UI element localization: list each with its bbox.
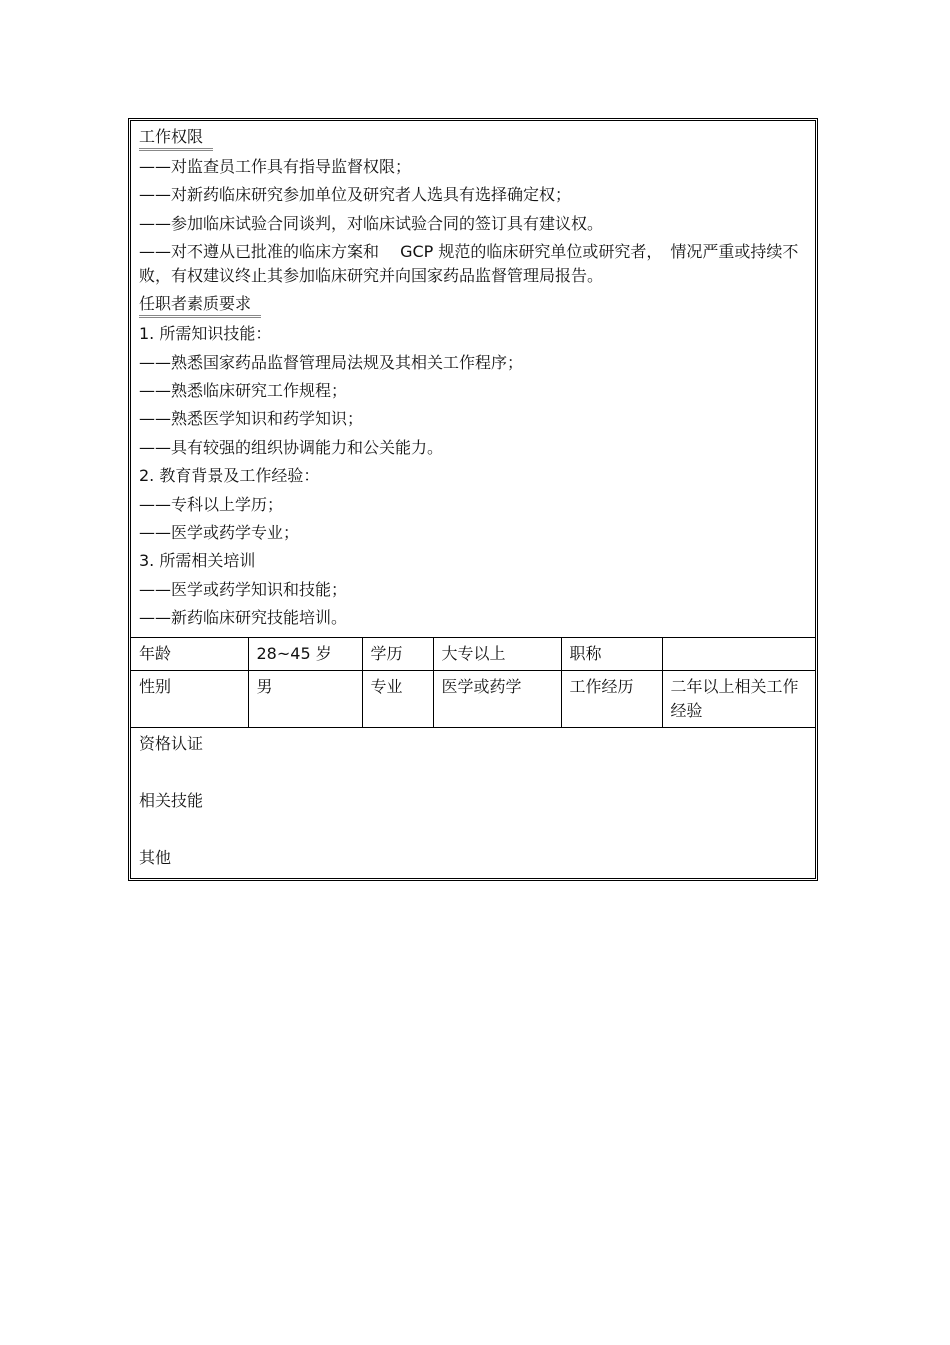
job-text-section — [131, 121, 815, 637]
authority-item: ——对新药临床研究参加单位及研究者人选具有选择确定权； — [139, 185, 572, 205]
experience-value: 二年以上相关工作经验 — [662, 670, 815, 727]
age-value: 28~45 岁 — [248, 637, 362, 670]
training-title: 3. 所需相关培训 — [139, 551, 256, 571]
major-label: 专业 — [362, 670, 433, 727]
qualifications-heading: 任职者素质要求 — [139, 293, 261, 318]
extra-section — [131, 727, 815, 878]
authority-item: ——参加临床试验合同谈判，对临床试验合同的签订具有建议权。 — [139, 213, 604, 233]
authority-heading: 工作权限 — [139, 126, 213, 151]
related-skills-label: 相关技能 — [139, 790, 204, 810]
experience-label: 工作经历 — [561, 670, 662, 727]
education-item: ——医学或药学专业； — [139, 523, 300, 543]
education-title: 2. 教育背景及工作经验： — [139, 466, 320, 486]
major-value: 医学或药学 — [433, 670, 561, 727]
authority-item: ——对监查员工作具有指导监督权限； — [139, 157, 412, 176]
job-description-frame — [128, 118, 818, 881]
gender-label: 性别 — [131, 670, 248, 727]
knowledge-title: 1. 所需知识技能： — [139, 324, 272, 344]
gender-value: 男 — [248, 670, 362, 727]
job-title-value — [662, 637, 815, 670]
table-row — [131, 670, 815, 727]
education-label: 学历 — [362, 637, 433, 670]
age-label: 年龄 — [131, 637, 248, 670]
education-value: 大专以上 — [433, 637, 561, 670]
authority-item: ——对不遵从已批准的临床方案和 GCP 规范的临床研究单位或研究者， 情况严重或持续不败，有权建议终止其参加临床研究并向国家药品监督管理局报告。 — [139, 242, 799, 286]
info-table — [131, 637, 815, 727]
table-row — [131, 637, 815, 670]
knowledge-item: ——具有较强的组织协调能力和公关能力。 — [139, 437, 444, 457]
knowledge-item: ——熟悉临床研究工作规程； — [139, 381, 348, 401]
certification-label: 资格认证 — [139, 733, 204, 753]
job-title-label: 职称 — [561, 637, 662, 670]
knowledge-item: ——熟悉国家药品监督管理局法规及其相关工作程序； — [139, 352, 524, 372]
other-label: 其他 — [139, 847, 172, 867]
knowledge-item: ——熟悉医学知识和药学知识； — [139, 409, 364, 429]
education-item: ——专科以上学历； — [139, 494, 284, 514]
training-item: ——医学或药学知识和技能； — [139, 579, 348, 599]
training-item: ——新药临床研究技能培训。 — [139, 608, 348, 628]
